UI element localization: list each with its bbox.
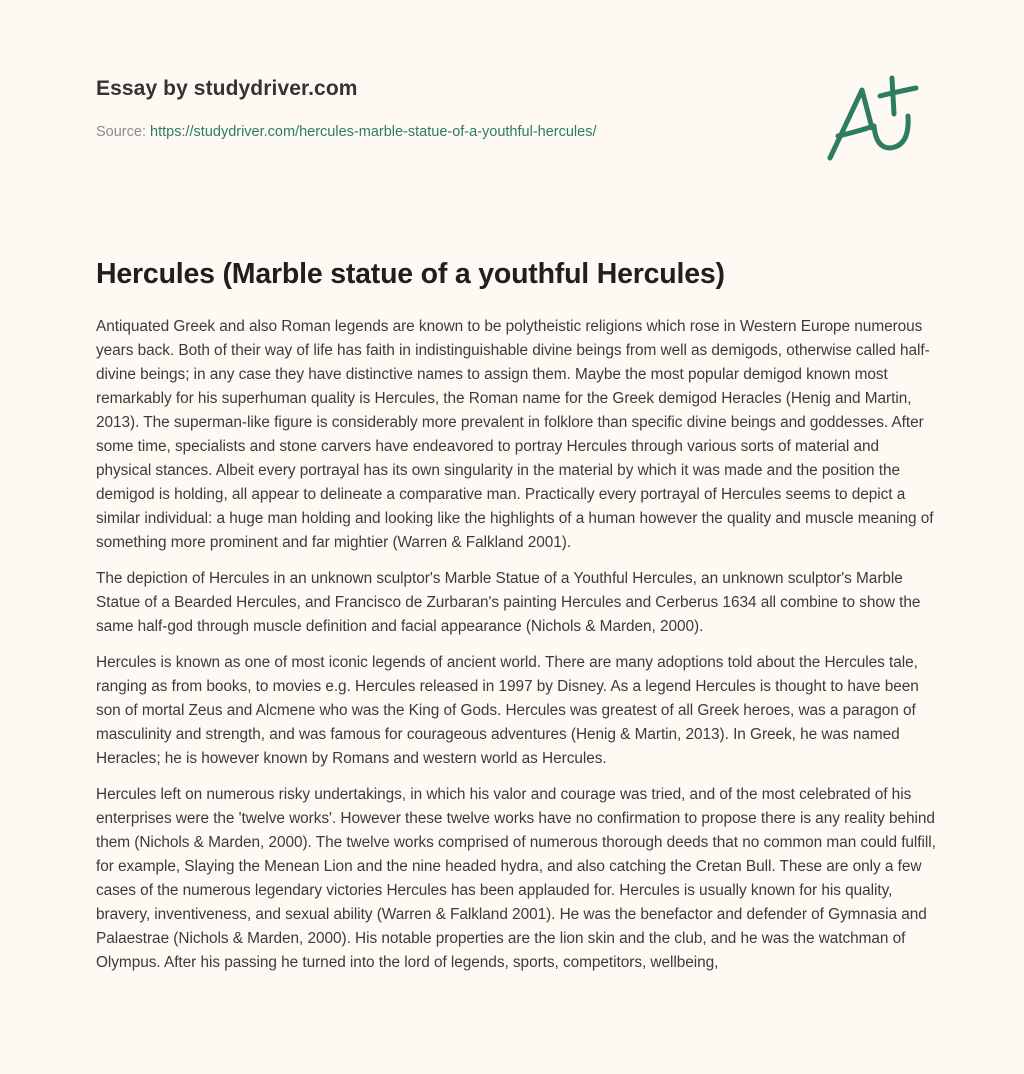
source-line: [96, 122, 796, 142]
essay-body: [96, 315, 936, 987]
source-label: Source:: [96, 124, 146, 140]
essay-title: Hercules (Marble statue of a youthful Hercules): [96, 258, 725, 290]
source-link[interactable]: https://studydriver.com/hercules-marble-statue-of-a-youthful-hercules/: [150, 124, 597, 140]
essay-paragraph: Hercules left on numerous risky undertakings, in which his valor and courage was tried, and of the most celebrated of his enterprises were the 'twelve works'. However these twelve works have no confirmation to propose there is any reality behind them (Nichols & Marden, 2000). The twelve works comprised of numerous thorough deeds that no common man could fulfill, for example, Slaying the Menean Lion and the nine headed hydra, and also catching the Cretan Bull. These are only a few cases of the numerous legendary victories Hercules has been applauded for. Hercules is usually known for his quality, bravery, inventiveness, and sexual ability (Warren & Falkland 2001). He was the benefactor and defender of Gymnasia and Palaestrae (Nichols & Marden, 2000). His notable properties are the lion skin and the club, and he was the watchman of Olympus. After his passing he turned into the lord of legends, sports, competitors, wellbeing,: [96, 786, 936, 971]
a-plus-grade-icon: [822, 64, 932, 164]
page-header: [96, 74, 796, 142]
site-title: Essay by studydriver.com: [96, 77, 358, 100]
essay-paragraph: Antiquated Greek and also Roman legends are known to be polytheistic religions which rose in Western Europe numerous years back. Both of their way of life has faith in indistinguishable divine beings from well as demigods, otherwise called half-divine beings; in any case they have distinctive names to assign them. Maybe the most popular demigod known most remarkably for his superhuman quality is Hercules, the Roman name for the Greek demigod Heracles (Henig and Martin, 2013). The superman-like figure is considerably more prevalent in folklore than specific divine beings and goddesses. After some time, specialists and stone carvers have endeavored to portray Hercules through various sorts of material and physical stances. Albeit every portrayal has its own singularity in the material by which it was made and the position the demigod is holding, all appear to delineate a comparative man. Practically every portrayal of Hercules seems to depict a similar individual: a huge man holding and looking like the highlights of a human however the quality and muscle meaning of something more prominent and far mightier (Warren & Falkland 2001).: [96, 318, 934, 551]
essay-paragraph: The depiction of Hercules in an unknown sculptor's Marble Statue of a Youthful Hercules, an unknown sculptor's Marble Statue of a Bearded Hercules, and Francisco de Zurbaran's painting Hercules and Cerberus 1634 all combine to show the same half-god through muscle definition and facial appearance (Nichols & Marden, 2000).: [96, 570, 921, 635]
essay-paragraph: Hercules is known as one of most iconic legends of ancient world. There are many adoptions told about the Hercules tale, ranging as from books, to movies e.g. Hercules released in 1997 by Disney. As a legend Hercules is thought to have been son of mortal Zeus and Alcmene who was the King of Gods. Hercules was greatest of all Greek heroes, was a paragon of masculinity and strength, and was famous for courageous adventures (Henig & Martin, 2013). In Greek, he was named Heracles; he is however known by Romans and western world as Hercules.: [96, 654, 919, 767]
